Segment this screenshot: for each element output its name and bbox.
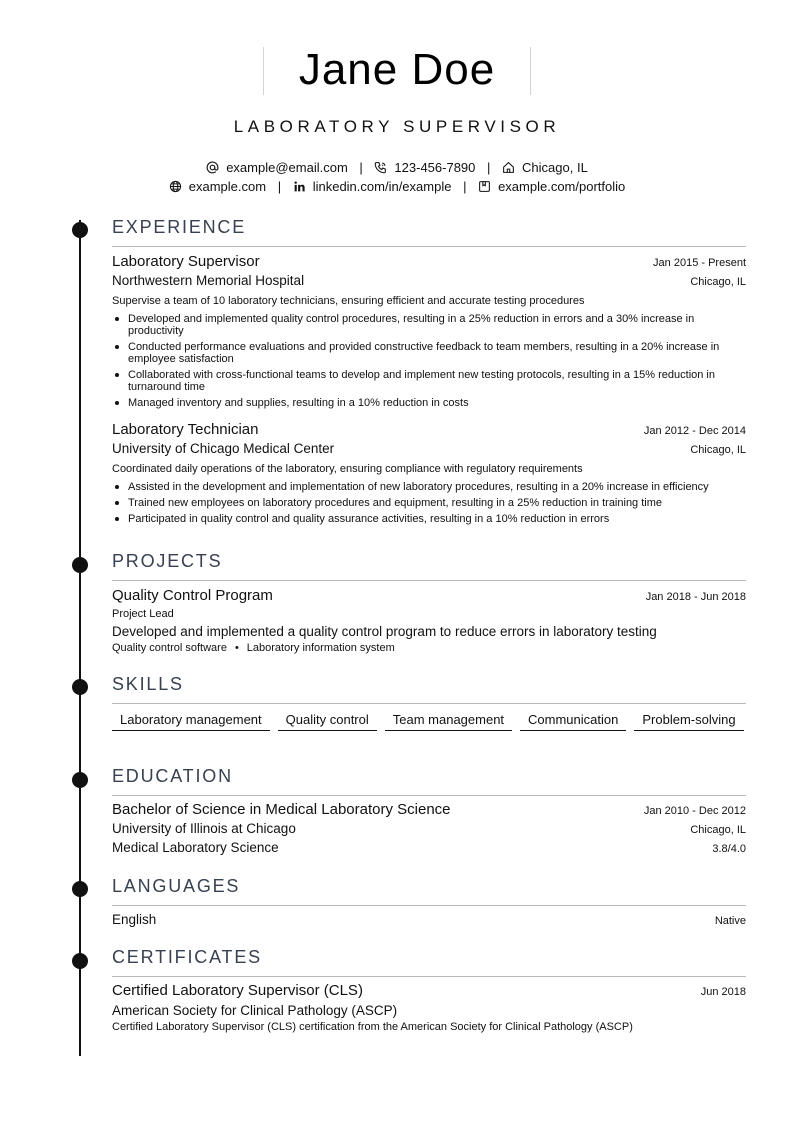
section-title: EXPERIENCE xyxy=(112,217,247,237)
job-bullet: Assisted in the development and implementation of new laboratory procedures, resulting in a 20% increase in efficiency xyxy=(112,481,746,493)
linkedin-contact[interactable]: linkedin.com/in/example xyxy=(293,179,452,194)
job-entry xyxy=(112,253,746,409)
job-bullets xyxy=(112,313,746,409)
language-level: Native xyxy=(714,915,746,927)
separator: | xyxy=(277,179,282,195)
experience-section xyxy=(112,214,746,525)
section-title: SKILLS xyxy=(112,674,184,694)
separator: | xyxy=(359,160,363,176)
website-contact[interactable]: example.com xyxy=(169,179,266,194)
education-section xyxy=(112,763,746,859)
section-title: LANGUAGES xyxy=(112,876,241,896)
job-bullet: Managed inventory and supplies, resulting in a 10% reduction in costs xyxy=(112,397,746,409)
job-summary: Supervise a team of 10 laboratory technicians, ensuring efficient and accurate testing procedures xyxy=(112,295,585,307)
keyword-separator: • xyxy=(234,642,239,654)
skill-tag: Communication xyxy=(520,710,626,731)
job-dates: Jan 2012 - Dec 2014 xyxy=(643,425,746,437)
job-entry xyxy=(112,421,746,525)
at-icon xyxy=(206,161,219,174)
timeline-dot-languages xyxy=(72,881,88,897)
school: University of Illinois at Chicago xyxy=(112,821,296,836)
skill-tag: Laboratory management xyxy=(112,710,270,731)
job-bullet: Trained new employees on laboratory procedures and equipment, resulting in a 25% reduction in training time xyxy=(112,497,746,509)
location-contact: Chicago, IL xyxy=(502,160,588,175)
section-divider xyxy=(112,246,746,247)
section-divider xyxy=(112,976,746,977)
timeline-dot-projects xyxy=(72,557,88,573)
job-bullet: Collaborated with cross-functional teams to develop and implement new testing protocols, resulting in a 15% reduction in turnaround time xyxy=(112,369,746,393)
portfolio-icon xyxy=(478,180,491,193)
job-bullet: Participated in quality control and quality assurance activities, resulting in a 10% reduction in errors xyxy=(112,513,746,525)
field-of-study: Medical Laboratory Science xyxy=(112,840,279,855)
skills-section xyxy=(112,671,746,731)
job-role: Laboratory Supervisor xyxy=(112,253,260,270)
contact-row-2 xyxy=(0,178,794,194)
certificate-name: Certified Laboratory Supervisor (CLS) xyxy=(112,982,363,999)
certificate-date: Jun 2018 xyxy=(700,986,746,998)
education-dates: Jan 2010 - Dec 2012 xyxy=(643,805,746,817)
job-role: Laboratory Technician xyxy=(112,421,259,438)
certificate-issuer: American Society for Clinical Pathology (ASCP) xyxy=(112,1003,398,1018)
name-box xyxy=(263,47,531,95)
language-name: English xyxy=(112,912,157,927)
timeline-dot-certificates xyxy=(72,953,88,969)
projects-section xyxy=(112,548,746,654)
project-keyword: Quality control software xyxy=(112,642,227,654)
section-title: CERTIFICATES xyxy=(112,947,262,967)
project-keywords xyxy=(112,642,746,654)
language-entry xyxy=(112,912,746,932)
candidate-name: Jane Doe xyxy=(298,45,496,94)
timeline-line xyxy=(79,220,81,1056)
skill-tag: Quality control xyxy=(278,710,377,731)
certificate-entry xyxy=(112,982,746,1035)
home-icon xyxy=(502,161,515,174)
job-bullet: Developed and implemented quality control procedures, resulting in a 25% reduction in errors and a 30% increase in productivity xyxy=(112,313,746,337)
project-entry xyxy=(112,587,746,654)
languages-section xyxy=(112,873,746,932)
section-title: EDUCATION xyxy=(112,766,233,786)
phone-icon xyxy=(374,161,387,174)
job-bullets xyxy=(112,481,746,525)
job-dates: Jan 2015 - Present xyxy=(653,257,746,269)
education-entry xyxy=(112,801,746,859)
job-location: Chicago, IL xyxy=(690,276,746,288)
skill-tag: Problem-solving xyxy=(634,710,743,731)
section-divider xyxy=(112,905,746,906)
certificates-section xyxy=(112,944,746,1035)
project-role: Project Lead xyxy=(112,608,174,620)
job-location: Chicago, IL xyxy=(690,444,746,456)
project-dates: Jan 2018 - Jun 2018 xyxy=(645,591,746,603)
email-contact[interactable]: example@email.com xyxy=(206,160,348,175)
separator: | xyxy=(463,179,467,195)
phone-contact[interactable]: 123-456-7890 xyxy=(374,160,475,175)
degree: Bachelor of Science in Medical Laboratory Science xyxy=(112,801,451,818)
timeline-dot-education xyxy=(72,772,88,788)
separator: | xyxy=(487,160,491,176)
job-title: LABORATORY SUPERVISOR xyxy=(233,117,561,136)
timeline-dot-experience xyxy=(72,222,88,238)
job-company: University of Chicago Medical Center xyxy=(112,441,335,456)
section-divider xyxy=(112,795,746,796)
project-keyword: Laboratory information system xyxy=(246,642,395,654)
skills-list xyxy=(112,710,746,731)
section-divider xyxy=(112,580,746,581)
job-bullet: Conducted performance evaluations and provided constructive feedback to team members, resulting in a 20% increase in employee satisfaction xyxy=(112,341,746,365)
section-title: PROJECTS xyxy=(112,551,223,571)
job-company: Northwestern Memorial Hospital xyxy=(112,273,305,288)
contact-row-1 xyxy=(0,159,794,175)
linkedin-icon xyxy=(293,180,306,193)
skill-tag: Team management xyxy=(385,710,512,731)
school-location: Chicago, IL xyxy=(690,824,746,836)
project-name: Quality Control Program xyxy=(112,587,273,604)
portfolio-contact[interactable]: example.com/portfolio xyxy=(478,179,625,194)
job-summary: Coordinated daily operations of the laboratory, ensuring compliance with regulatory requirements xyxy=(112,463,583,475)
gpa: 3.8/4.0 xyxy=(712,843,746,855)
project-description: Developed and implemented a quality control program to reduce errors in laboratory testing xyxy=(112,624,657,639)
globe-icon xyxy=(169,180,182,193)
section-divider xyxy=(112,703,746,704)
certificate-description: Certified Laboratory Supervisor (CLS) certification from the American Society for Clinical Pathology (ASCP) xyxy=(112,1021,633,1033)
timeline-dot-skills xyxy=(72,679,88,695)
